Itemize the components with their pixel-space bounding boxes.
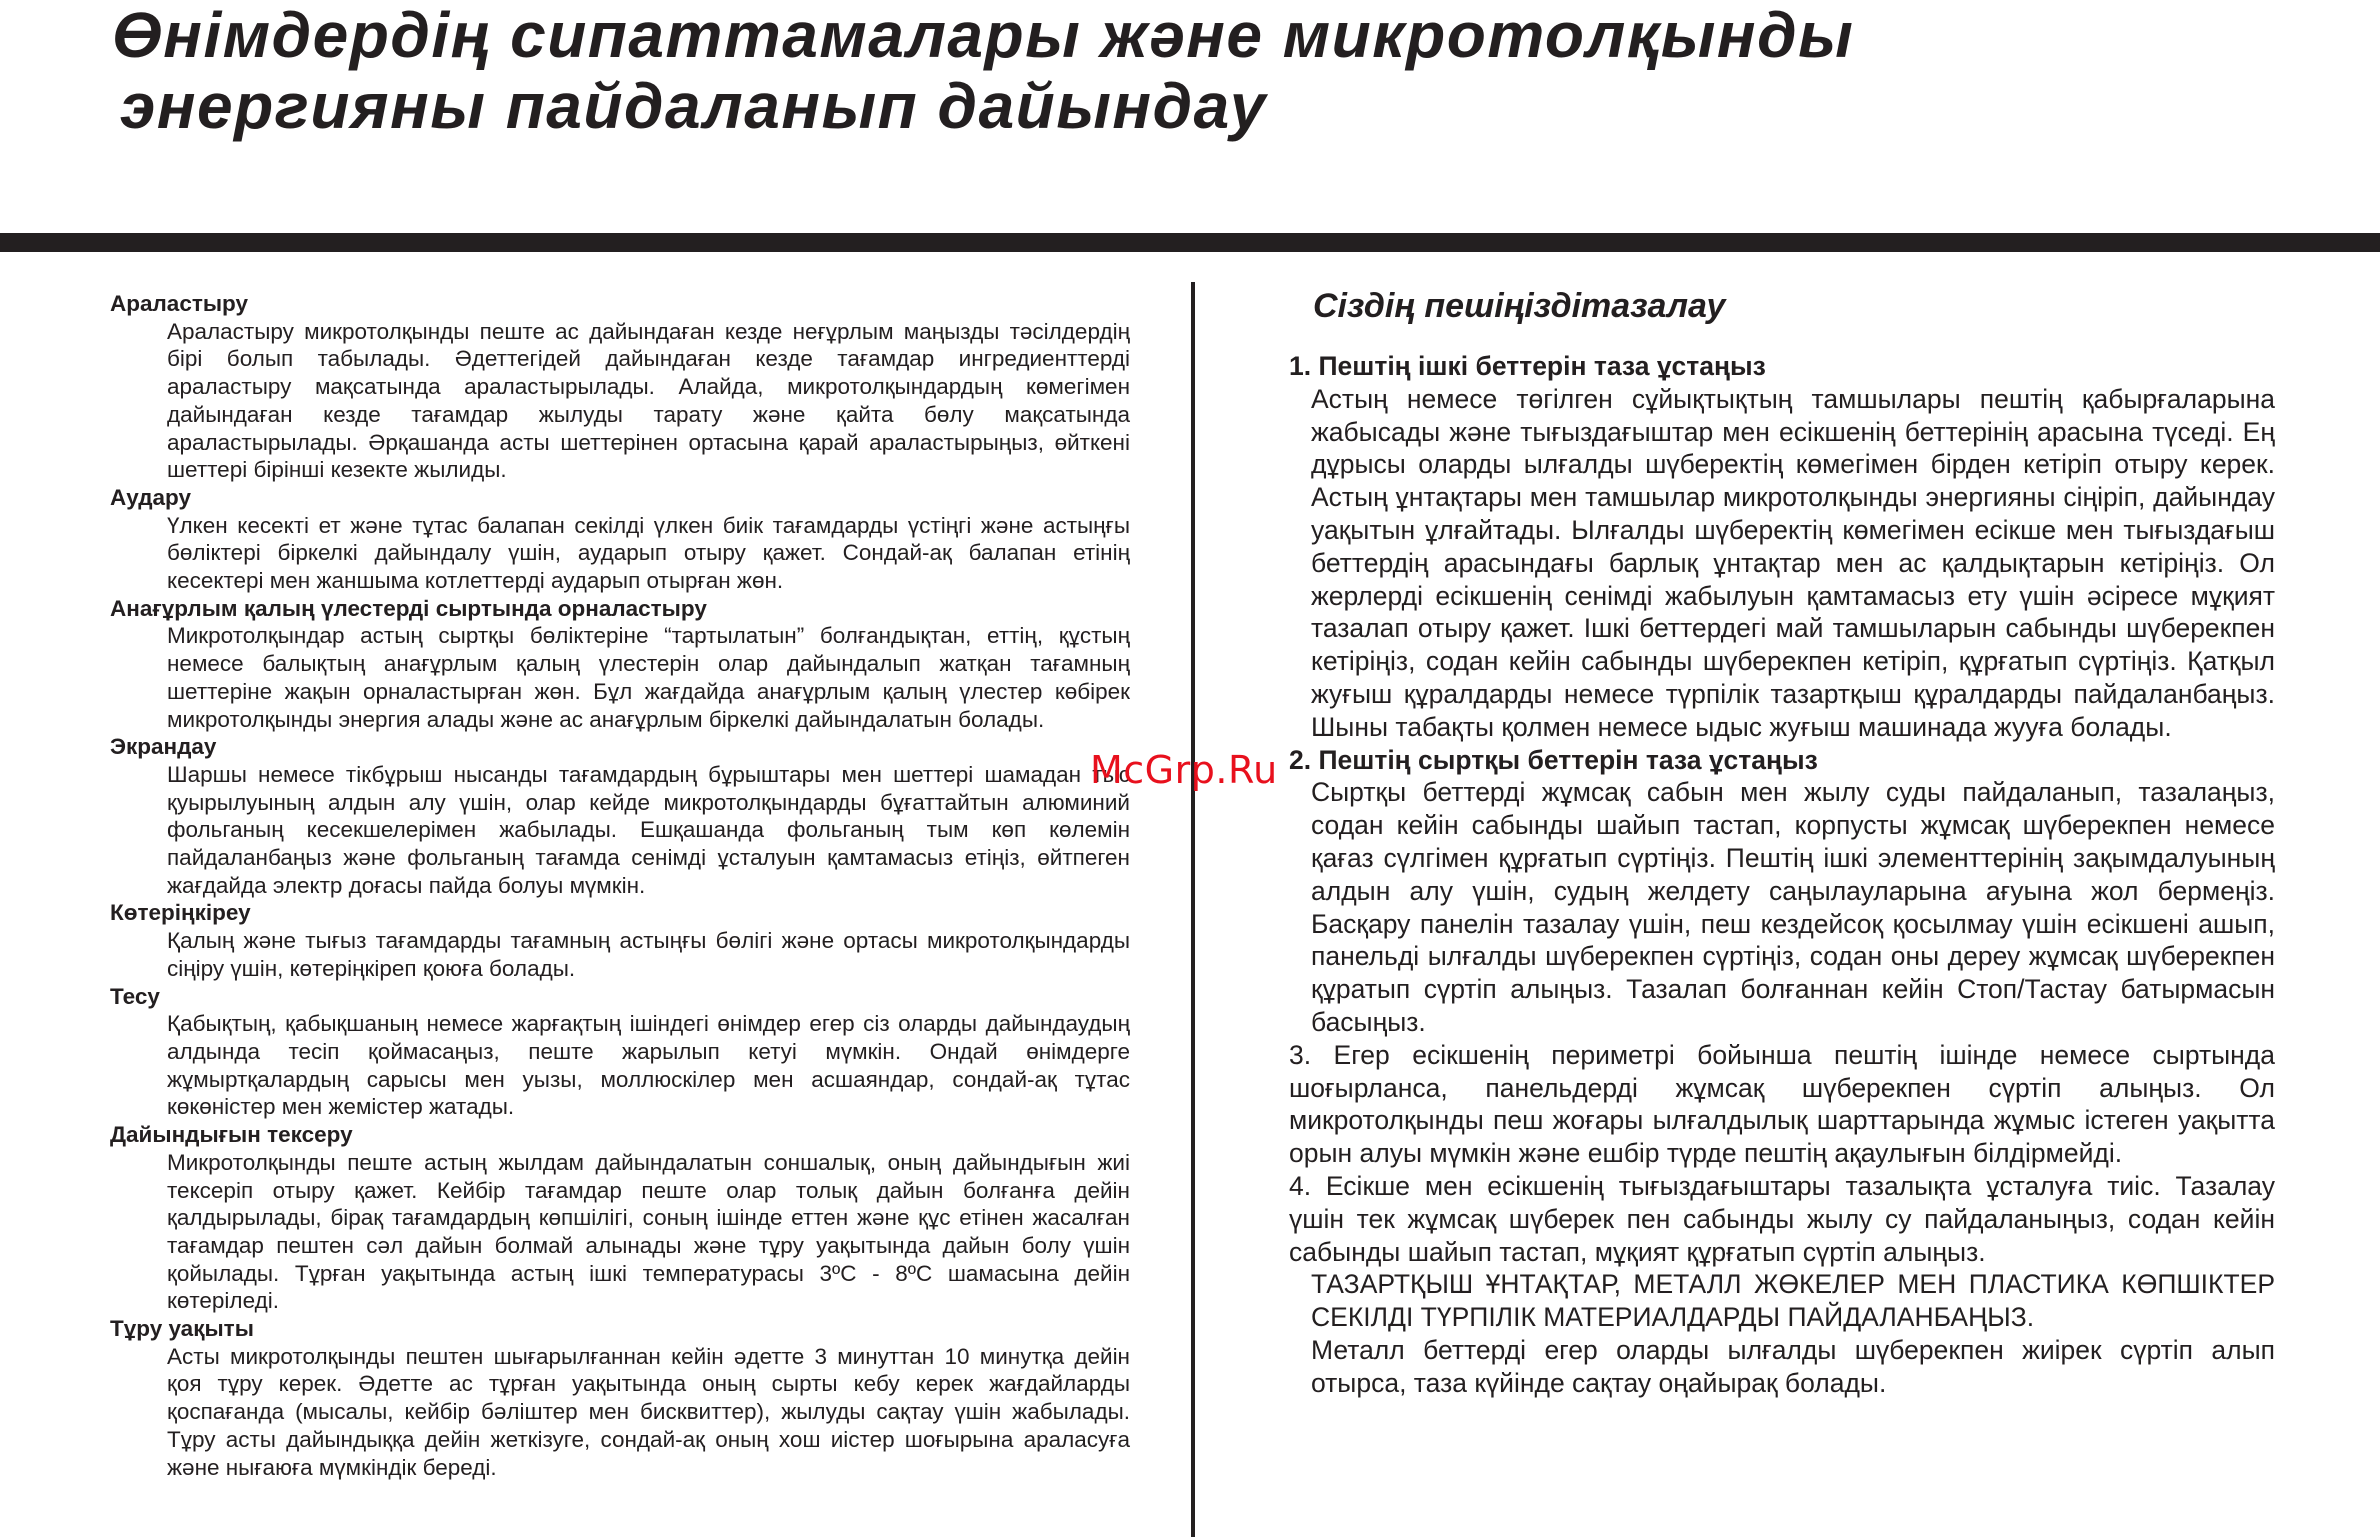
item-title: 1. Пештің ішкі беттерін таза ұстаңыз	[1289, 351, 1766, 381]
section-body: Микротолқындар астың сыртқы бөліктеріне “тартылатын” болғандықтан, еттің, құстың немесе балықтың анағұрлым қалың үлестерін олар дайындалып жатқан тағамның шеттеріне жақын орналастырған жөн. Бұл жағдайда анағұрлым қалың үлестер көбірек микротолқынды энергия алады және ас анағұрлым біркелкі дайындалатын болады.	[167, 623, 1130, 732]
cleaning-item-3: 3. Егер есікшенің периметрі бойынша пештің ішінде немесе сыртында шоғырланса, панельдерді жұмсақ шүберекпен сүртіп алыңыз. Ол микротолқынды пеш жоғары ылғалдылық шарттарында жұмыс істеген уақытта орын алуы мүмкін және ешбір түрде пештің ақаулығын білдірмейді.	[1289, 1039, 2275, 1169]
section-piercing	[110, 983, 1130, 1122]
section-mixing	[110, 290, 1130, 484]
cleaning-title: Сіздің пешіңіздітазалау	[1313, 287, 1726, 325]
item-body: Сыртқы беттерді жұмсақ сабын мен жылу суды пайдаланып, тазалаңыз, содан кейін сабынды шайып тастап, корпусты жұмсақ шүберекпен немесе қағаз сүлгімен құрғатып сүртіңіз. Пештің ішкі элементтерінің зақымдалуының алдын алу үшін, судың желдету саңылауларына ағуына жол бермеңіз. Басқару панелін тазалау үшін, пеш кездейсоқ қосылмау үшін есікшені ашып, панельді ылғалды шүберекпен сүртіңіз, содан оны дереу жұмсақ шүберекпен құратып сүртіп алыңыз. Тазалап болғаннан кейін Стоп/Тастау батырмасын басыңыз.	[1311, 777, 2275, 1037]
section-body: Шаршы немесе тікбұрыш нысанды тағамдардың бұрыштары мен шеттері шамадан тыс қуырылуының алдын алу үшін, олар кейде микротолқындарды бұғаттайтын алюминий фольганың кесекшелерімен жабылады. Ешқашанда фольганың тым көп көлемін пайдаланбаңыз және фольганың тағамда сенімді ұсталуын қамтамасыз етіңіз, өйтпеген жағдайда электр доғасы пайда болуы мүмкін.	[167, 761, 1130, 898]
section-thick-parts	[110, 595, 1130, 734]
section-title: Анағұрлым қалың үлестерді сыртында орналастыру	[110, 595, 707, 621]
final-note: Металл беттерді егер оларды ылғалды шүберекпен жиірек сүртіп алып отырса, таза күйінде сақтау оңайырақ болады.	[1311, 1334, 2275, 1398]
section-title: Араластыру	[110, 291, 249, 316]
section-title: Тесу	[110, 983, 160, 1009]
page-title	[112, 0, 2312, 142]
page-title-line-1: Өнімдердің сипаттамалары және микротолқынды	[112, 0, 1855, 71]
cleaning-item-1	[1289, 350, 2275, 744]
section-title: Экрандау	[110, 734, 217, 760]
column-divider	[1191, 282, 1195, 1537]
section-standing-time	[110, 1315, 1130, 1481]
warning-text: ТАЗАРТҚЫШ ҰНТАҚТАР, МЕТАЛЛ ЖӨКЕЛЕР МЕН ПЛАСТИКА КӨПШІКТЕР СЕКІЛДІ ТҮРПІЛІК МАТЕРИАЛДАРДЫ ПАЙДАЛАНБАҢЫЗ.	[1311, 1269, 2275, 1333]
section-title: Тұру уақыты	[110, 1316, 254, 1342]
section-body: Араластыру микротолқынды пеште ас дайындаған кезде неғұрлым маңызды тәсілдердің бірі болып табылады. Әдеттегідей дайындаған кезде тағамдар ингредиенттерді араластыру мақсатында араластырылады. Алайда, микротолқындардың көмегімен дайындаған кезде тағамдар жылуды тарату және қайта бөлу мақсатында араластырылады. Әрқашанда асты шеттерінен ортасына қарай араластырыңыз, өйткені шеттері бірінші кезекте жылиды.	[167, 318, 1130, 483]
page-title-line-2: энергияны пайдаланып дайындау	[120, 70, 1267, 142]
section-body: Қабықтың, қабықшаның немесе жарғақтың ішіндегі өнімдер егер сіз оларды дайындаудың алдында тесіп қоймасаңыз, пеште жарылып кетуі мүмкін. Ондай өнімдерге жұмыртқалардың сарысы мен уызы, моллюскілер мен асшаяндар, сондай-ақ тұтас көкөністер мен жемістер жатады.	[167, 1011, 1130, 1120]
section-title: Көтеріңкіреу	[110, 900, 251, 926]
section-doneness-check	[110, 1121, 1130, 1315]
section-body: Қалың және тығыз тағамдарды тағамның астыңғы бөлігі және ортасы микротолқындарды сіңіру үшін, көтеріңкіреп қоюға болады.	[167, 928, 1130, 981]
item-body: Астың немесе төгілген сұйықтықтың тамшылары пештің қабырғаларына жабысады және тығыздағыштар мен есікшенің беттерінің арасына түседі. Ең дұрысы оларды ылғалды шүберектің көмегімен бірден кетіріп отыру керек. Астың ұнтақтары мен тамшылар микротолқынды энергияны сіңіріп, дайындау уақытын ұлғайтады. Ылғалды шүберектің көмегімен есікше мен тығыздағыш беттердің арасындағы барлық ұнтақтар мен ас қалдықтарын кетіріңіз. Ол жерлерді есікшенің сенімді жабылуын қамтамасыз ету үшін әсіресе мұқият тазалап отыру қажет. Ішкі беттердегі май тамшыларын сабынды шүберекпен кетіріңіз, содан кейін сабынды шүберекпен кетіріп, құрғатып сүртіңіз. Қатқыл жуғыш құралдарды немесе түрпілік тазартқыш құралдарды пайдаланбаңыз. Шыны табақты қолмен немесе ыдыс жуғыш машинада жууға болады.	[1311, 383, 2275, 742]
section-title: Аудару	[110, 484, 191, 510]
section-shielding	[110, 733, 1130, 899]
section-elevating	[110, 899, 1130, 982]
section-body: Үлкен кесекті ет және тұтас балапан секілді үлкен биік тағамдарды үстіңгі және астыңғы бөліктері біркелкі дайындалу үшін, аударып отыру қажет. Сондай-ақ балапан етінің кесектері мен жаншыма котлеттерді аударып отырған жөн.	[167, 512, 1130, 594]
section-body: Микротолқынды пеште астың жылдам дайындалатын соншалық, оның дайындығын жиі тексеріп отыру қажет. Кейбір тағамдар пеште олар толық дайын болғанға дейін қалдырылады, бірақ тағамдардың көпшілігі, соның ішінде еттен және құс етінен жасалған тағамдар пештен сәл дайын болмай алынады және тұру уақытында дайын болу үшін қойылады. Тұрған уақытында астың ішкі температурасы 3ºC - 8ºC шамасына дейін көтеріледі.	[167, 1149, 1130, 1314]
watermark: McGrp.Ru	[1090, 748, 1278, 792]
item-title: 2. Пештің сыртқы беттерін таза ұстаңыз	[1289, 744, 1818, 775]
cleaning-item-4: 4. Есікше мен есікшенің тығыздағыштары тазалықта ұсталуға тиіс. Тазалау үшін тек жұмсақ шүберек пен сабынды жылу су пайдаланыңыз, содан кейін сабынды шайып тастап, мұқият құрғатып сүртіп алыңыз.	[1289, 1170, 2275, 1267]
right-column	[1289, 284, 2275, 1400]
cleaning-item-2	[1289, 744, 2275, 1039]
section-title: Дайындығын тексеру	[110, 1122, 353, 1148]
section-body: Асты микротолқынды пештен шығарылғаннан кейін әдетте 3 минуттан 10 минутқа дейін қоя тұру керек. Әдетте ас тұрған уақытында оның сырты кебу керек жағдайларды қоспағанда (мысалы, кейбір бәлiштер мен бисквиттер), жылуды сақтау үшін жабылады. Тұру асты дайындыққа дейін жеткізуге, сондай-ақ оның хош иістер шоғырына араласуға және нығаюға мүмкіндік береді.	[167, 1343, 1130, 1480]
header-rule	[0, 233, 2380, 252]
left-column	[110, 290, 1130, 1481]
section-turning	[110, 484, 1130, 595]
